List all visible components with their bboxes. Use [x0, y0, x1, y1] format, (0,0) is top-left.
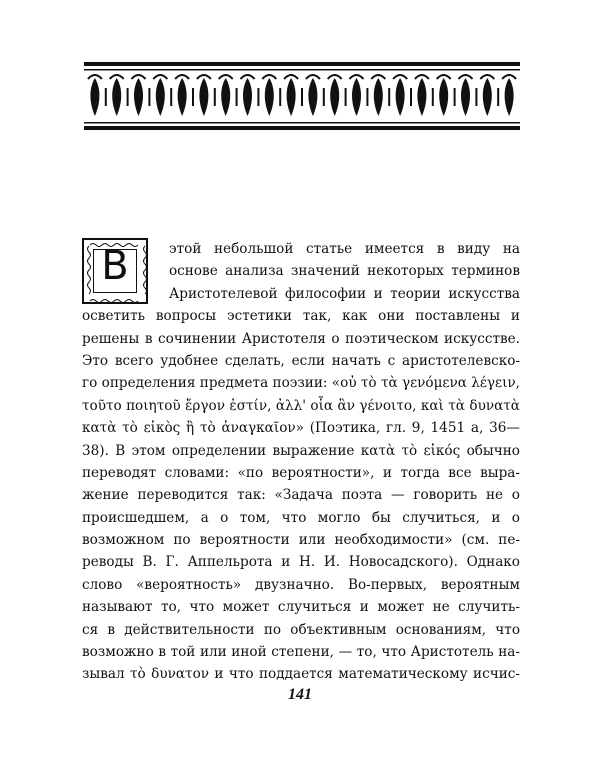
ornament-drop: [417, 78, 426, 116]
ornament-stem: [366, 88, 368, 106]
ornament-drop: [90, 78, 99, 116]
ornament-drop: [265, 78, 274, 116]
text-line: зывал τὸ δυνατον и что поддается математическому исчис-: [82, 666, 520, 683]
text-line: решены в сочинении Аристотеля о поэтическом искусстве.: [82, 330, 520, 347]
ornament-drop: [439, 78, 448, 116]
ornament-stem: [497, 88, 499, 106]
text-line: ся в действительности по объективным основаниям, что: [82, 621, 520, 638]
ornament-drop: [483, 78, 492, 116]
ornament-drop: [243, 78, 252, 116]
ornament-drop: [330, 78, 339, 116]
text-line: κατὰ τὸ εἰκὸς ἢ τὸ ἀναγκαῖον» (Поэтика, гл. 9, 1451 а, 36—: [82, 420, 520, 437]
ornament-drop: [505, 78, 514, 116]
ornament-stem: [301, 88, 303, 106]
ornament-stem: [345, 88, 347, 106]
ornament-drop: [134, 78, 143, 116]
ornament-stem: [127, 88, 129, 106]
ornament-drop: [112, 78, 121, 116]
text-line: слово «вероятность» двузначно. Во-первых, вероятным: [82, 576, 520, 593]
text-line: основе анализа значений некоторых терминов: [169, 263, 520, 280]
text-line: возможном по вероятности или необходимости» (см. пе-: [82, 532, 520, 549]
ornament-drop: [374, 78, 383, 116]
text-line: го определения предмета поэзии: «οὐ τὸ τὰ γενόμενα λέγειν,: [82, 375, 520, 392]
ornament-stem: [236, 88, 238, 106]
ornament-drop: [352, 78, 361, 116]
ornament-stem: [475, 88, 477, 106]
ornament-stem: [279, 88, 281, 106]
text-line: 38). В этом определении выражение κατὰ τὸ εἰκός обычно: [82, 442, 520, 459]
ornament-stem: [388, 88, 390, 106]
text-line: происшедшем, а о том, что могло бы случиться, и о: [82, 509, 520, 526]
ornament-drop: [199, 78, 208, 116]
ornament-drop: [221, 78, 230, 116]
drop-cap-letter: В: [101, 243, 129, 289]
ornament-stem: [170, 88, 172, 106]
ornament-drop: [287, 78, 296, 116]
ornament-drop: [461, 78, 470, 116]
text-line: τοῦτο ποιητοῦ ἔργον ἐστίν, ἀλλ' οἷα ἂν γένοιτο, καὶ τὰ δυνατὰ: [82, 397, 520, 414]
article-body: [82, 238, 520, 686]
text-line: осветить вопросы эстетики так, как они поставлены и: [82, 308, 520, 325]
ornament-stem: [323, 88, 325, 106]
text-line: этой небольшой статье имеется в виду на: [169, 241, 520, 257]
ornament-stem: [148, 88, 150, 106]
text-line: называют то, что может случиться и может не случить-: [82, 599, 520, 616]
ornament-stem: [454, 88, 456, 106]
ornament-stem: [214, 88, 216, 106]
text-line: Аристотелевой философии и теории искусства: [169, 285, 520, 302]
ornament-drop: [178, 78, 187, 116]
ornament-drop: [396, 78, 405, 116]
header-ornament: [84, 62, 520, 132]
ornament-drop: [156, 78, 165, 116]
text-line: реводы В. Г. Аппельрота и Н. И. Новосадского). Однако: [82, 554, 520, 571]
ornament-stem: [105, 88, 107, 106]
ornament-drop: [308, 78, 317, 116]
ornament-stem: [432, 88, 434, 106]
ornament-stem: [192, 88, 194, 106]
page-number: 141: [288, 686, 312, 703]
ornament-stem: [410, 88, 412, 106]
text-line: возможно в той или иной степени, — то, что Аристотель на-: [82, 644, 520, 661]
text-line: Это всего удобнее сделать, если начать с аристотелевско-: [82, 352, 520, 369]
text-line: переводят словами: «по вероятности», и тогда все выра-: [82, 464, 520, 481]
ornament-stem: [257, 88, 259, 106]
drop-cap-frame: [82, 238, 148, 304]
text-line: жение переводится так: «Задача поэта — говорить не о: [82, 487, 520, 504]
